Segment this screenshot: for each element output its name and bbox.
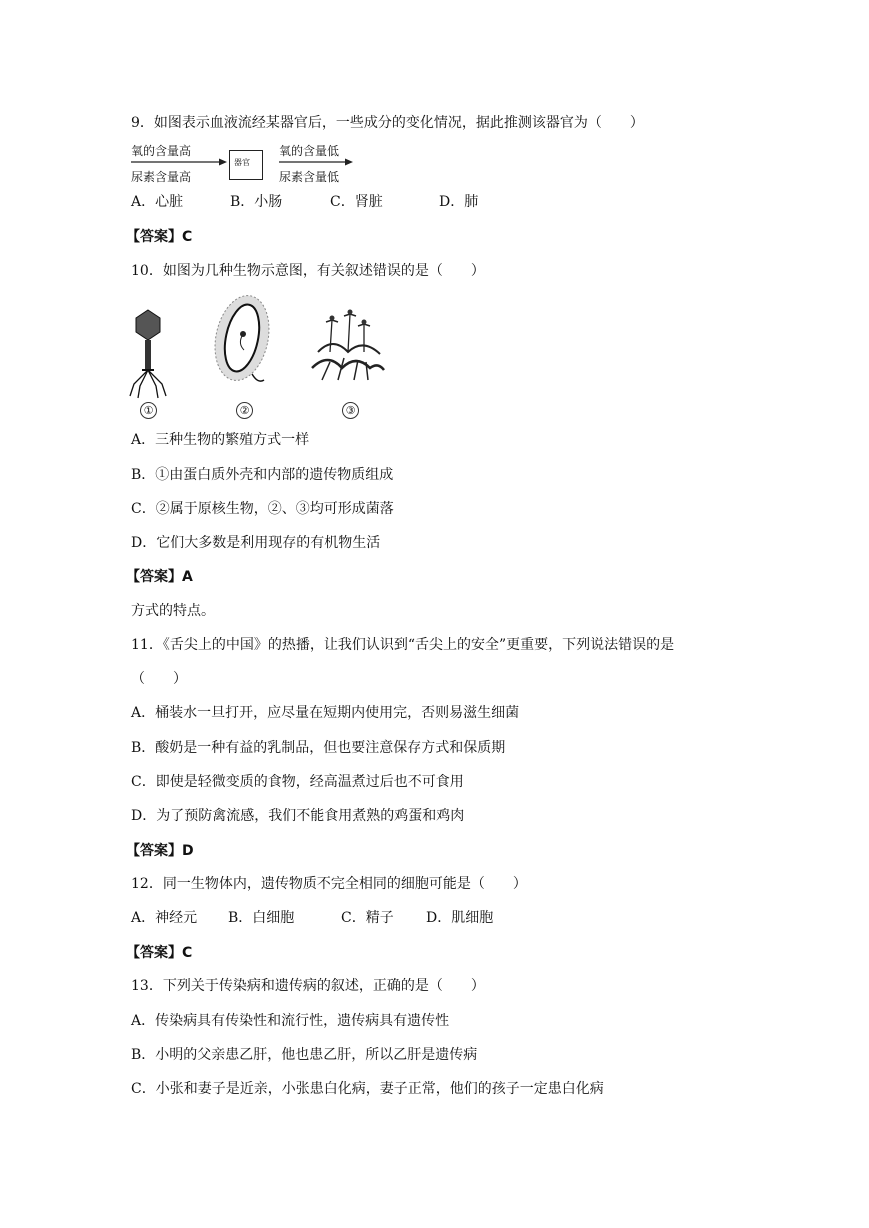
q10-label-1: ① [140, 402, 157, 419]
q10-option-d: D．它们大多数是利用现存的有机物生活 [131, 535, 381, 551]
q11-option-d: D．为了预防禽流感，我们不能食用煮熟的鸡蛋和鸡肉 [131, 808, 465, 824]
q9-organ-box [229, 150, 263, 180]
q11-stem-continued: （ ） [131, 671, 187, 687]
q9-organ-diagram [131, 144, 361, 186]
q10-label-2: ② [236, 402, 253, 419]
q11-option-b: B．酸奶是一种有益的乳制品，但也要注意保存方式和保质期 [131, 740, 506, 756]
q11-stem: 11．《舌尖上的中国》的热播，让我们认识到“舌尖上的安全”更重要，下列说法错误的是 [131, 637, 675, 653]
q10-answer: 【答案】A [126, 569, 193, 585]
q12-option-d: D．肌细胞 [426, 910, 494, 926]
q11-answer: 【答案】D [126, 843, 194, 859]
arrow-right-icon [131, 158, 227, 166]
q9-answer: 【答案】C [126, 229, 193, 245]
q10-label-3: ③ [342, 402, 359, 419]
q9-option-c: C．肾脏 [330, 194, 383, 210]
q12-option-b: B．白细胞 [228, 910, 295, 926]
q9-option-d: D．肺 [439, 194, 479, 210]
q12-options [131, 908, 493, 928]
arrow-right-icon [279, 158, 353, 166]
q12-option-a: A．神经元 [131, 910, 198, 926]
q10-option-c: C．②属于原核生物，②、③均可形成菌落 [131, 501, 394, 517]
bacterium-illustration [212, 292, 282, 388]
q9-organ-box-label: 器官 [234, 158, 250, 167]
q13-option-c: C．小张和妻子是近亲，小张患白化病，妻子正常，他们的孩子一定患白化病 [131, 1081, 604, 1097]
q9-diagram-oxygen-high: 氧的含量高 [131, 144, 192, 158]
q10-option-b: B．①由蛋白质外壳和内部的遗传物质组成 [131, 467, 394, 483]
q9-diagram-urea-high: 尿素含量高 [131, 170, 192, 184]
q11-option-a: A．桶装水一旦打开，应尽量在短期内使用完，否则易滋生细菌 [131, 705, 520, 721]
q12-stem: 12．同一生物体内，遗传物质不完全相同的细胞可能是（ ） [131, 876, 527, 892]
q9-diagram-oxygen-low: 氧的含量低 [279, 144, 340, 158]
q9-diagram-urea-low: 尿素含量低 [279, 170, 340, 184]
q12-option-c: C．精子 [341, 910, 394, 926]
q10-option-a: A．三种生物的繁殖方式一样 [131, 432, 310, 448]
q11-option-c: C．即使是轻微变质的食物，经高温煮过后也不可食用 [131, 774, 464, 790]
q13-option-b: B．小明的父亲患乙肝，他也患乙肝，所以乙肝是遗传病 [131, 1047, 478, 1063]
q12-answer: 【答案】C [126, 945, 193, 961]
q9-option-a: A．心脏 [131, 194, 184, 210]
q9-stem: 9．如图表示血液流经某器官后，一些成分的变化情况，据此推测该器官为（ ） [131, 115, 644, 131]
q10-organisms-figure [128, 292, 398, 422]
q10-stem: 10．如图为几种生物示意图，有关叙述错误的是（ ） [131, 263, 485, 279]
bacteriophage-illustration [128, 308, 168, 400]
q13-stem: 13．下列关于传染病和遗传病的叙述，正确的是（ ） [131, 978, 485, 994]
q9-options [131, 192, 478, 212]
q9-option-b: B．小肠 [230, 194, 283, 210]
q13-option-a: A．传染病具有传染性和流行性，遗传病具有遗传性 [131, 1013, 450, 1029]
q10-note: 方式的特点。 [131, 603, 215, 619]
mold-illustration [308, 308, 388, 388]
